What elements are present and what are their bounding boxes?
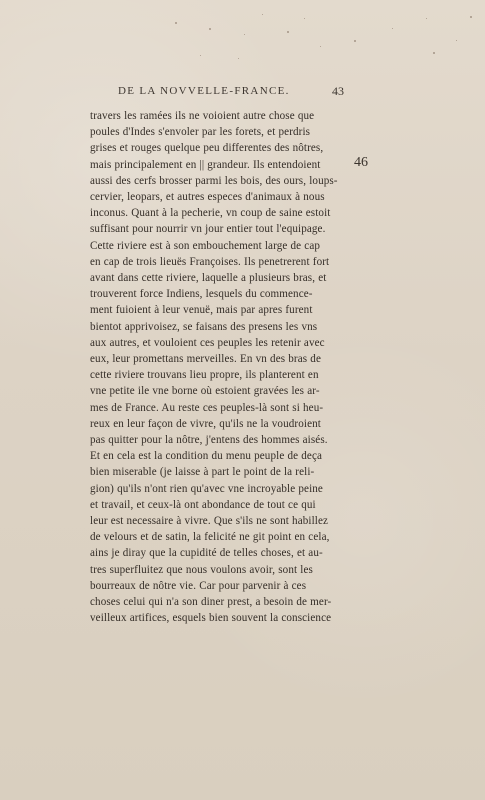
speckle bbox=[262, 14, 263, 15]
text-line: tres superfluitez que nous voulons avoir, sont les bbox=[90, 563, 313, 576]
text-line: bourreaux de nôtre vie. Car pour parvenir à ces bbox=[90, 579, 307, 592]
text-line: Cette riviere est à son embouchement large de cap bbox=[90, 239, 321, 252]
text-line: Et en cela est la condition du menu peuple de deça bbox=[90, 450, 323, 463]
text-line: gion) qu'ils n'ont rien qu'avec vne incroyable peine bbox=[90, 482, 323, 495]
text-line: veilleux artifices, esquels bien souvent la conscience bbox=[90, 612, 332, 625]
text-line: bien miserable (je laisse à part le point de la reli- bbox=[90, 466, 315, 479]
text-line: suffisant pour nourrir vn jour entier tout l'equipage. bbox=[90, 223, 326, 236]
speckle bbox=[200, 55, 201, 56]
text-line: grises et rouges quelque peu differentes des nôtres, bbox=[90, 142, 324, 155]
text-line: ains je diray que la cupidité de telles choses, et au- bbox=[90, 547, 323, 560]
margin-page-reference: 46 bbox=[354, 155, 368, 170]
text-line: cervier, leopars, et autres especes d'animaux à nous bbox=[90, 191, 325, 204]
text-line: bientot apprivoisez, se faisans des presens les vns bbox=[90, 320, 318, 333]
text-line: ment fuioient à leur venuë, mais par apres furent bbox=[90, 304, 313, 317]
speckle bbox=[209, 28, 211, 30]
speckle bbox=[392, 28, 393, 29]
text-line: et travail, et ceux-là ont abondance de tout ce qui bbox=[90, 498, 316, 511]
speckle bbox=[433, 52, 435, 54]
main-text bbox=[90, 108, 343, 627]
text-line: aux autres, et vouloient ces peuples les retenir avec bbox=[90, 336, 325, 349]
text-line: eux, leur promettans merveilles. En vn des bras de bbox=[90, 353, 321, 366]
speckle bbox=[354, 40, 356, 42]
text-line: inconus. Quant à la pecherie, vn coup de saine estoit bbox=[90, 207, 331, 220]
text-line: avant dans cette riviere, laquelle a plusieurs bras, et bbox=[90, 272, 327, 285]
text-line: choses celui qui n'a son diner prest, a besoin de mer- bbox=[90, 596, 332, 609]
running-title: DE LA NOVVELLE-FRANCE. bbox=[118, 85, 290, 97]
text-line: reux en leur façon de vivre, qu'ils ne la voudroient bbox=[90, 417, 321, 430]
speckle bbox=[287, 31, 289, 33]
text-line: trouverent force Indiens, lesquels du commence- bbox=[90, 288, 313, 301]
text-line: travers les ramées ils ne voioient autre chose que bbox=[90, 110, 315, 122]
speckle bbox=[470, 16, 472, 18]
text-line: de velours et de satin, la felicité ne git point en cela, bbox=[90, 531, 330, 544]
speckle bbox=[175, 22, 177, 24]
speckle bbox=[304, 18, 305, 19]
page-number: 43 bbox=[332, 84, 344, 98]
speckle bbox=[238, 58, 239, 59]
text-line: leur est necessaire à vivre. Que s'ils ne sont habillez bbox=[90, 515, 329, 528]
speckle bbox=[244, 34, 245, 35]
text-line: pas quitter pour la nôtre, j'entens des hommes aisés. bbox=[90, 434, 328, 447]
text-line: cette riviere trouvans lieu propre, ils planterent en bbox=[90, 369, 319, 382]
text-line: en cap de trois lieuës Françoises. Ils penetrerent fort bbox=[90, 255, 330, 268]
text-line: mais principalement en || grandeur. Ils entendoient bbox=[90, 158, 321, 171]
speckle bbox=[320, 46, 321, 47]
text-line: vne petite ile vne borne où estoient gravées les ar- bbox=[90, 385, 320, 398]
text-line: mes de France. Au reste ces peuples-là sont si heu- bbox=[90, 401, 324, 414]
text-line: aussi des cerfs brosser parmi les bois, des ours, loups- bbox=[90, 174, 338, 187]
text-line: poules d'Indes s'envoler par les forets, et perdris bbox=[90, 126, 311, 139]
speckle bbox=[456, 40, 457, 41]
speckle bbox=[426, 18, 427, 19]
